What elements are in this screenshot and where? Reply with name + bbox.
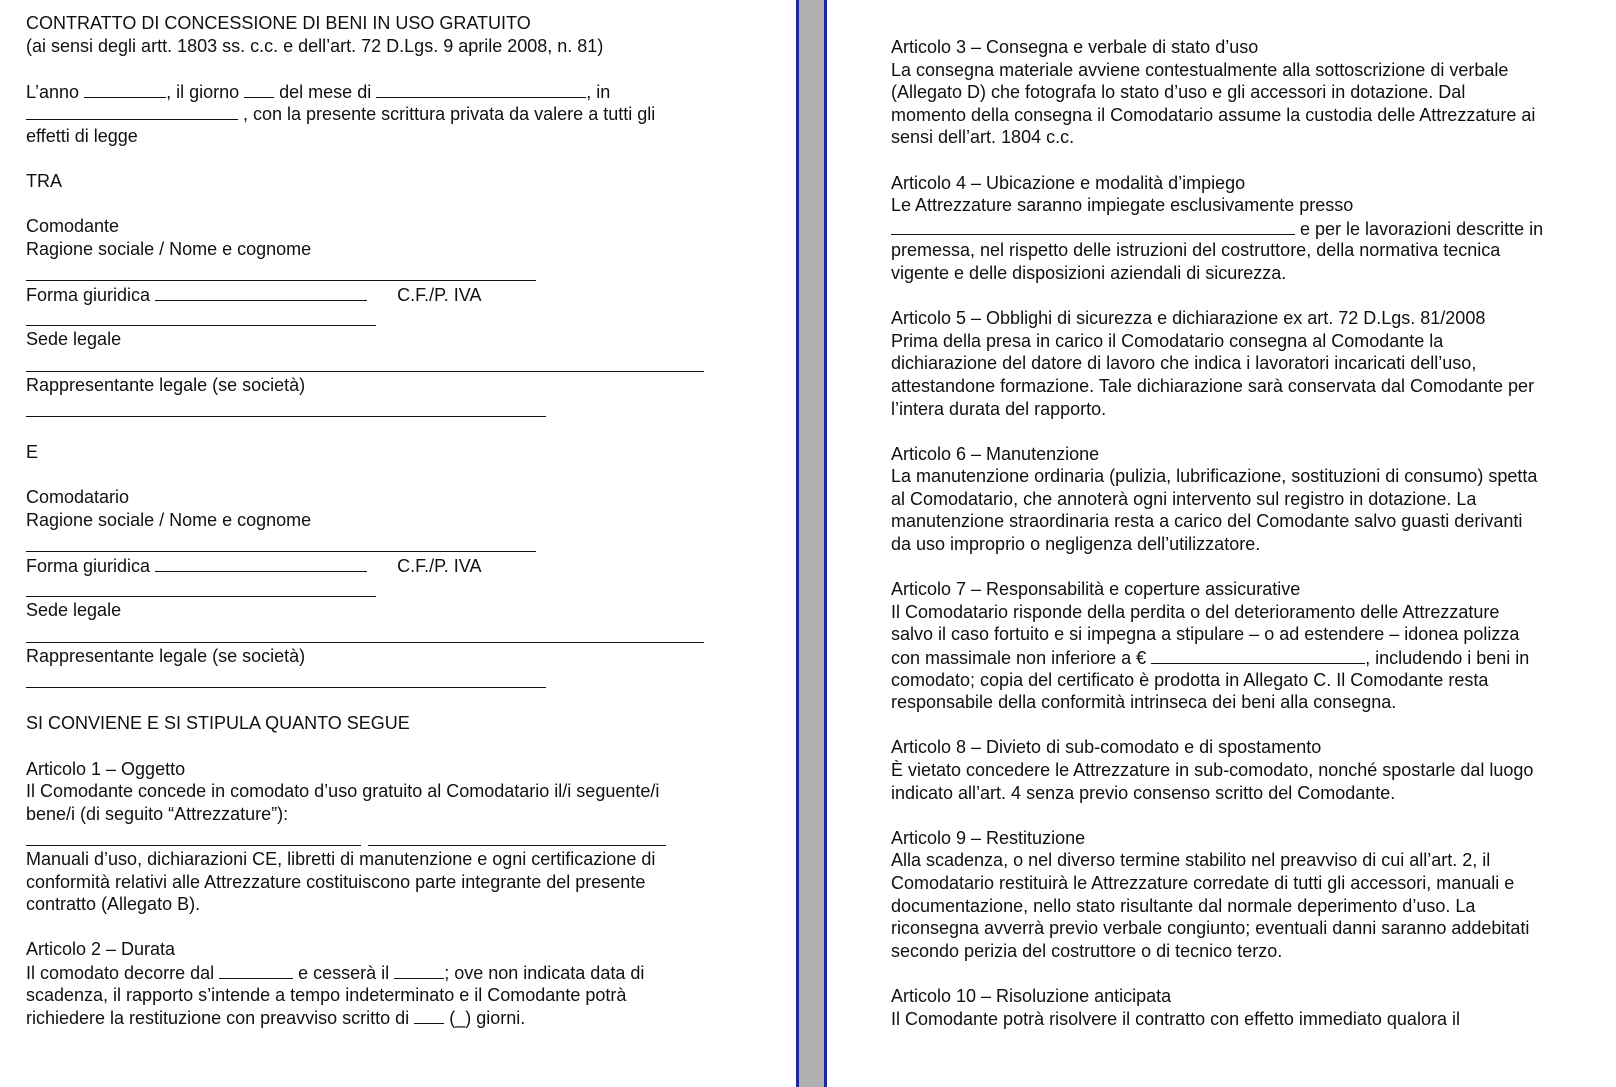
art4-line-2 xyxy=(891,217,1612,240)
art6-line-1: La manutenzione ordinaria (pulizia, lubrificazione, sostituzioni di consumo) spetta xyxy=(891,466,1538,487)
intro-place-label: , in xyxy=(586,81,611,102)
location-blank[interactable] xyxy=(891,217,1295,235)
intro-line-3: effetti di legge xyxy=(26,125,138,146)
left-page-content xyxy=(26,12,788,1029)
convene-heading: SI CONVIENE E SI STIPULA QUANTO SEGUE xyxy=(26,713,410,734)
art8-title: Articolo 8 – Divieto di sub-comodato e di spostamento xyxy=(891,737,1322,758)
art2-notice-label: richiedere la restituzione con preavviso scritto di xyxy=(26,1008,410,1029)
art2-notice-days: (_) giorni. xyxy=(449,1008,526,1029)
art7-line-3 xyxy=(891,646,1612,669)
art3-title: Articolo 3 – Consegna e verbale di stato d’uso xyxy=(891,37,1259,57)
comodatario-cf-label: C.F./P. IVA xyxy=(397,556,482,577)
art2-line-1 xyxy=(26,961,788,984)
comodatario-cf-field[interactable] xyxy=(26,577,788,600)
art4-line-3: premessa, nel rispetto delle istruzioni del costruttore, della normativa tecnica xyxy=(891,240,1501,261)
art5-line-3: attestandone formazione. Tale dichiarazione sarà conservata dal Comodante per xyxy=(891,375,1535,396)
comodatario-seat-field[interactable] xyxy=(26,622,788,645)
art9-line-4: riconsegna avverrà previo verbale congiunto; eventuali danni saranno addebitati xyxy=(891,918,1530,939)
intro-day-label: , il giorno xyxy=(166,81,240,102)
comodatario-seat-label: Sede legale xyxy=(26,600,122,621)
comodatario-form-row xyxy=(26,554,788,577)
comodante-form-field[interactable] xyxy=(155,283,367,301)
art6-line-2: al Comodatario, che annoterà ogni intervento sul registro in dotazione. La xyxy=(891,488,1477,509)
art4-line-4: vigente e delle disposizioni aziendali di sicurezza. xyxy=(891,262,1287,283)
art3-line-2: (Allegato D) che fotografa lo stato d’uso e gli accessori in dotazione. Dal xyxy=(891,82,1466,103)
tra-label: TRA xyxy=(26,171,62,192)
art9-line-2: Comodatario restituirà le Attrezzature corredate di tutti gli accessori, manuali e xyxy=(891,872,1515,893)
art10-title: Articolo 10 – Risoluzione anticipata xyxy=(891,985,1172,1006)
comodante-rep-label: Rappresentante legale (se società) xyxy=(26,374,306,395)
art9-line-1: Alla scadenza, o nel diverso termine stabilito nel preavviso di cui all’art. 2, il xyxy=(891,850,1491,871)
comodante-seat-label: Sede legale xyxy=(26,329,122,350)
day-blank[interactable] xyxy=(244,80,274,98)
comodatario-heading: Comodatario xyxy=(26,487,130,508)
art8-line-1: È vietato concedere le Attrezzature in sub-comodato, nonché spostarle dal luogo xyxy=(891,760,1534,780)
comodatario-name-field[interactable] xyxy=(26,532,788,555)
insurance-ceiling-blank[interactable] xyxy=(1151,646,1365,664)
comodante-heading: Comodante xyxy=(26,216,120,237)
art5-line-2: dichiarazione del datore di lavoro che indica i lavoratori incaricati dell’uso, xyxy=(891,353,1477,374)
intro-month-label: del mese di xyxy=(279,81,372,102)
comodante-name-label: Ragione sociale / Nome e cognome xyxy=(26,238,312,259)
art9-line-3: documentazione, nello stato risultante dal normale deperimento d’uso. La xyxy=(891,895,1476,916)
art7-line-5: responsabile della conformità intrinseca dei beni alla consegna. xyxy=(891,692,1397,713)
right-page-content xyxy=(891,36,1612,1030)
art1-title: Articolo 1 – Oggetto xyxy=(26,758,186,779)
e-label: E xyxy=(26,442,39,463)
comodante-cf-label: C.F./P. IVA xyxy=(397,285,482,306)
art4-line-1: Le Attrezzature saranno impiegate esclusivamente presso xyxy=(891,195,1354,216)
art2-line-2: scadenza, il rapporto s’intende a tempo indeterminato e il Comodante potrà xyxy=(26,984,627,1005)
intro-line-2 xyxy=(26,102,788,125)
art2-end-label: e cesserà il xyxy=(298,962,390,983)
comodatario-form-label: Forma giuridica xyxy=(26,556,151,577)
art4-title: Articolo 4 – Ubicazione e modalità d’impiego xyxy=(891,172,1246,193)
art6-title: Articolo 6 – Manutenzione xyxy=(891,443,1100,464)
art7-ceiling-label: con massimale non inferiore a € xyxy=(891,648,1147,669)
intro-private-deed: , con la presente scrittura privata da valere a tutti gli xyxy=(243,104,656,125)
art1-line-5: contratto (Allegato B). xyxy=(26,894,201,915)
art7-line-4: comodato; copia del certificato è prodotta in Allegato C. Il Comodante resta xyxy=(891,669,1489,690)
comodante-name-field[interactable] xyxy=(26,261,788,284)
notice-days-blank[interactable] xyxy=(414,1006,444,1024)
art7-line-1: Il Comodatario risponde della perdita o del deterioramento delle Attrezzature xyxy=(891,601,1500,622)
place-blank[interactable] xyxy=(26,102,238,120)
art7-including-label: , includendo i beni in xyxy=(1365,648,1530,669)
comodatario-name-label: Ragione sociale / Nome e cognome xyxy=(26,510,312,531)
art4-work-label: e per le lavorazioni descritte in xyxy=(1300,218,1544,239)
art2-end-note: ; ove non indicata data di xyxy=(444,962,645,983)
art3-line-4: sensi dell’art. 1804 c.c. xyxy=(891,127,1075,148)
art2-title: Articolo 2 – Durata xyxy=(26,939,176,960)
art1-line-2: bene/i (di seguito “Attrezzature”): xyxy=(26,803,289,824)
art1-line-3: Manuali d’uso, dichiarazioni CE, libretti di manutenzione e ogni certificazione di xyxy=(26,848,656,869)
art5-line-4: l’intera durata del rapporto. xyxy=(891,398,1107,419)
art5-line-1: Prima della presa in carico il Comodatario consegna al Comodante la xyxy=(891,330,1444,351)
document-page-left xyxy=(0,0,796,1087)
start-date-blank[interactable] xyxy=(219,961,293,979)
art2-line-3 xyxy=(26,1006,788,1029)
art5-title: Articolo 5 – Obblighi di sicurezza e dichiarazione ex art. 72 D.Lgs. 81/2008 xyxy=(891,308,1486,329)
comodatario-rep-field[interactable] xyxy=(26,667,788,690)
page-divider xyxy=(796,0,827,1087)
page-divider-edge-left xyxy=(796,0,799,1087)
comodatario-form-field[interactable] xyxy=(155,554,367,572)
art6-line-4: da uso improprio o negligenza dell’utilizzatore. xyxy=(891,534,1261,555)
art3-line-1: La consegna materiale avviene contestualmente alla sottoscrizione di verbale xyxy=(891,59,1509,80)
intro-year-label: L’anno xyxy=(26,81,80,102)
art9-title: Articolo 9 – Restituzione xyxy=(891,827,1086,848)
month-blank[interactable] xyxy=(376,80,586,98)
art1-line-4: conformità relativi alle Attrezzature costituiscono parte integrante del presente xyxy=(26,871,646,892)
comodante-cf-field[interactable] xyxy=(26,306,788,329)
art6-line-3: manutenzione straordinaria resta a carico del Comodante salvo guasti derivanti xyxy=(891,511,1523,532)
end-date-blank[interactable] xyxy=(394,961,444,979)
comodante-rep-field[interactable] xyxy=(26,396,788,419)
comodatario-rep-label: Rappresentante legale (se società) xyxy=(26,645,306,666)
comodante-form-row xyxy=(26,283,788,306)
art9-line-5: secondo perizia del costruttore o di tecnico terzo. xyxy=(891,940,1283,961)
art7-title: Articolo 7 – Responsabilità e coperture assicurative xyxy=(891,579,1301,600)
art1-goods-blanks[interactable] xyxy=(26,825,788,848)
art2-start-label: Il comodato decorre dal xyxy=(26,962,215,983)
document-page-right xyxy=(827,0,1616,1087)
art3-line-3: momento della consegna il Comodatario assume la custodia delle Attrezzature ai xyxy=(891,104,1536,125)
year-blank[interactable] xyxy=(84,80,166,98)
comodante-seat-field[interactable] xyxy=(26,351,788,374)
intro-line-1 xyxy=(26,80,788,103)
contract-subtitle: (ai sensi degli artt. 1803 ss. c.c. e dell’art. 72 D.Lgs. 9 aprile 2008, n. 81) xyxy=(26,35,604,56)
contract-title: CONTRATTO DI CONCESSIONE DI BENI IN USO GRATUITO xyxy=(26,13,531,33)
art1-line-1: Il Comodante concede in comodato d’uso gratuito al Comodatario il/i seguente/i xyxy=(26,781,660,802)
art7-line-2: salvo il caso fortuito e si impegna a stipulare – o ad estendere – idonea polizza xyxy=(891,624,1520,645)
comodante-form-label: Forma giuridica xyxy=(26,285,151,306)
art8-line-2: indicato all’art. 4 senza previo consenso scritto del Comodante. xyxy=(891,782,1396,803)
art10-line-1: Il Comodante potrà risolvere il contratto con effetto immediato qualora il xyxy=(891,1008,1460,1029)
